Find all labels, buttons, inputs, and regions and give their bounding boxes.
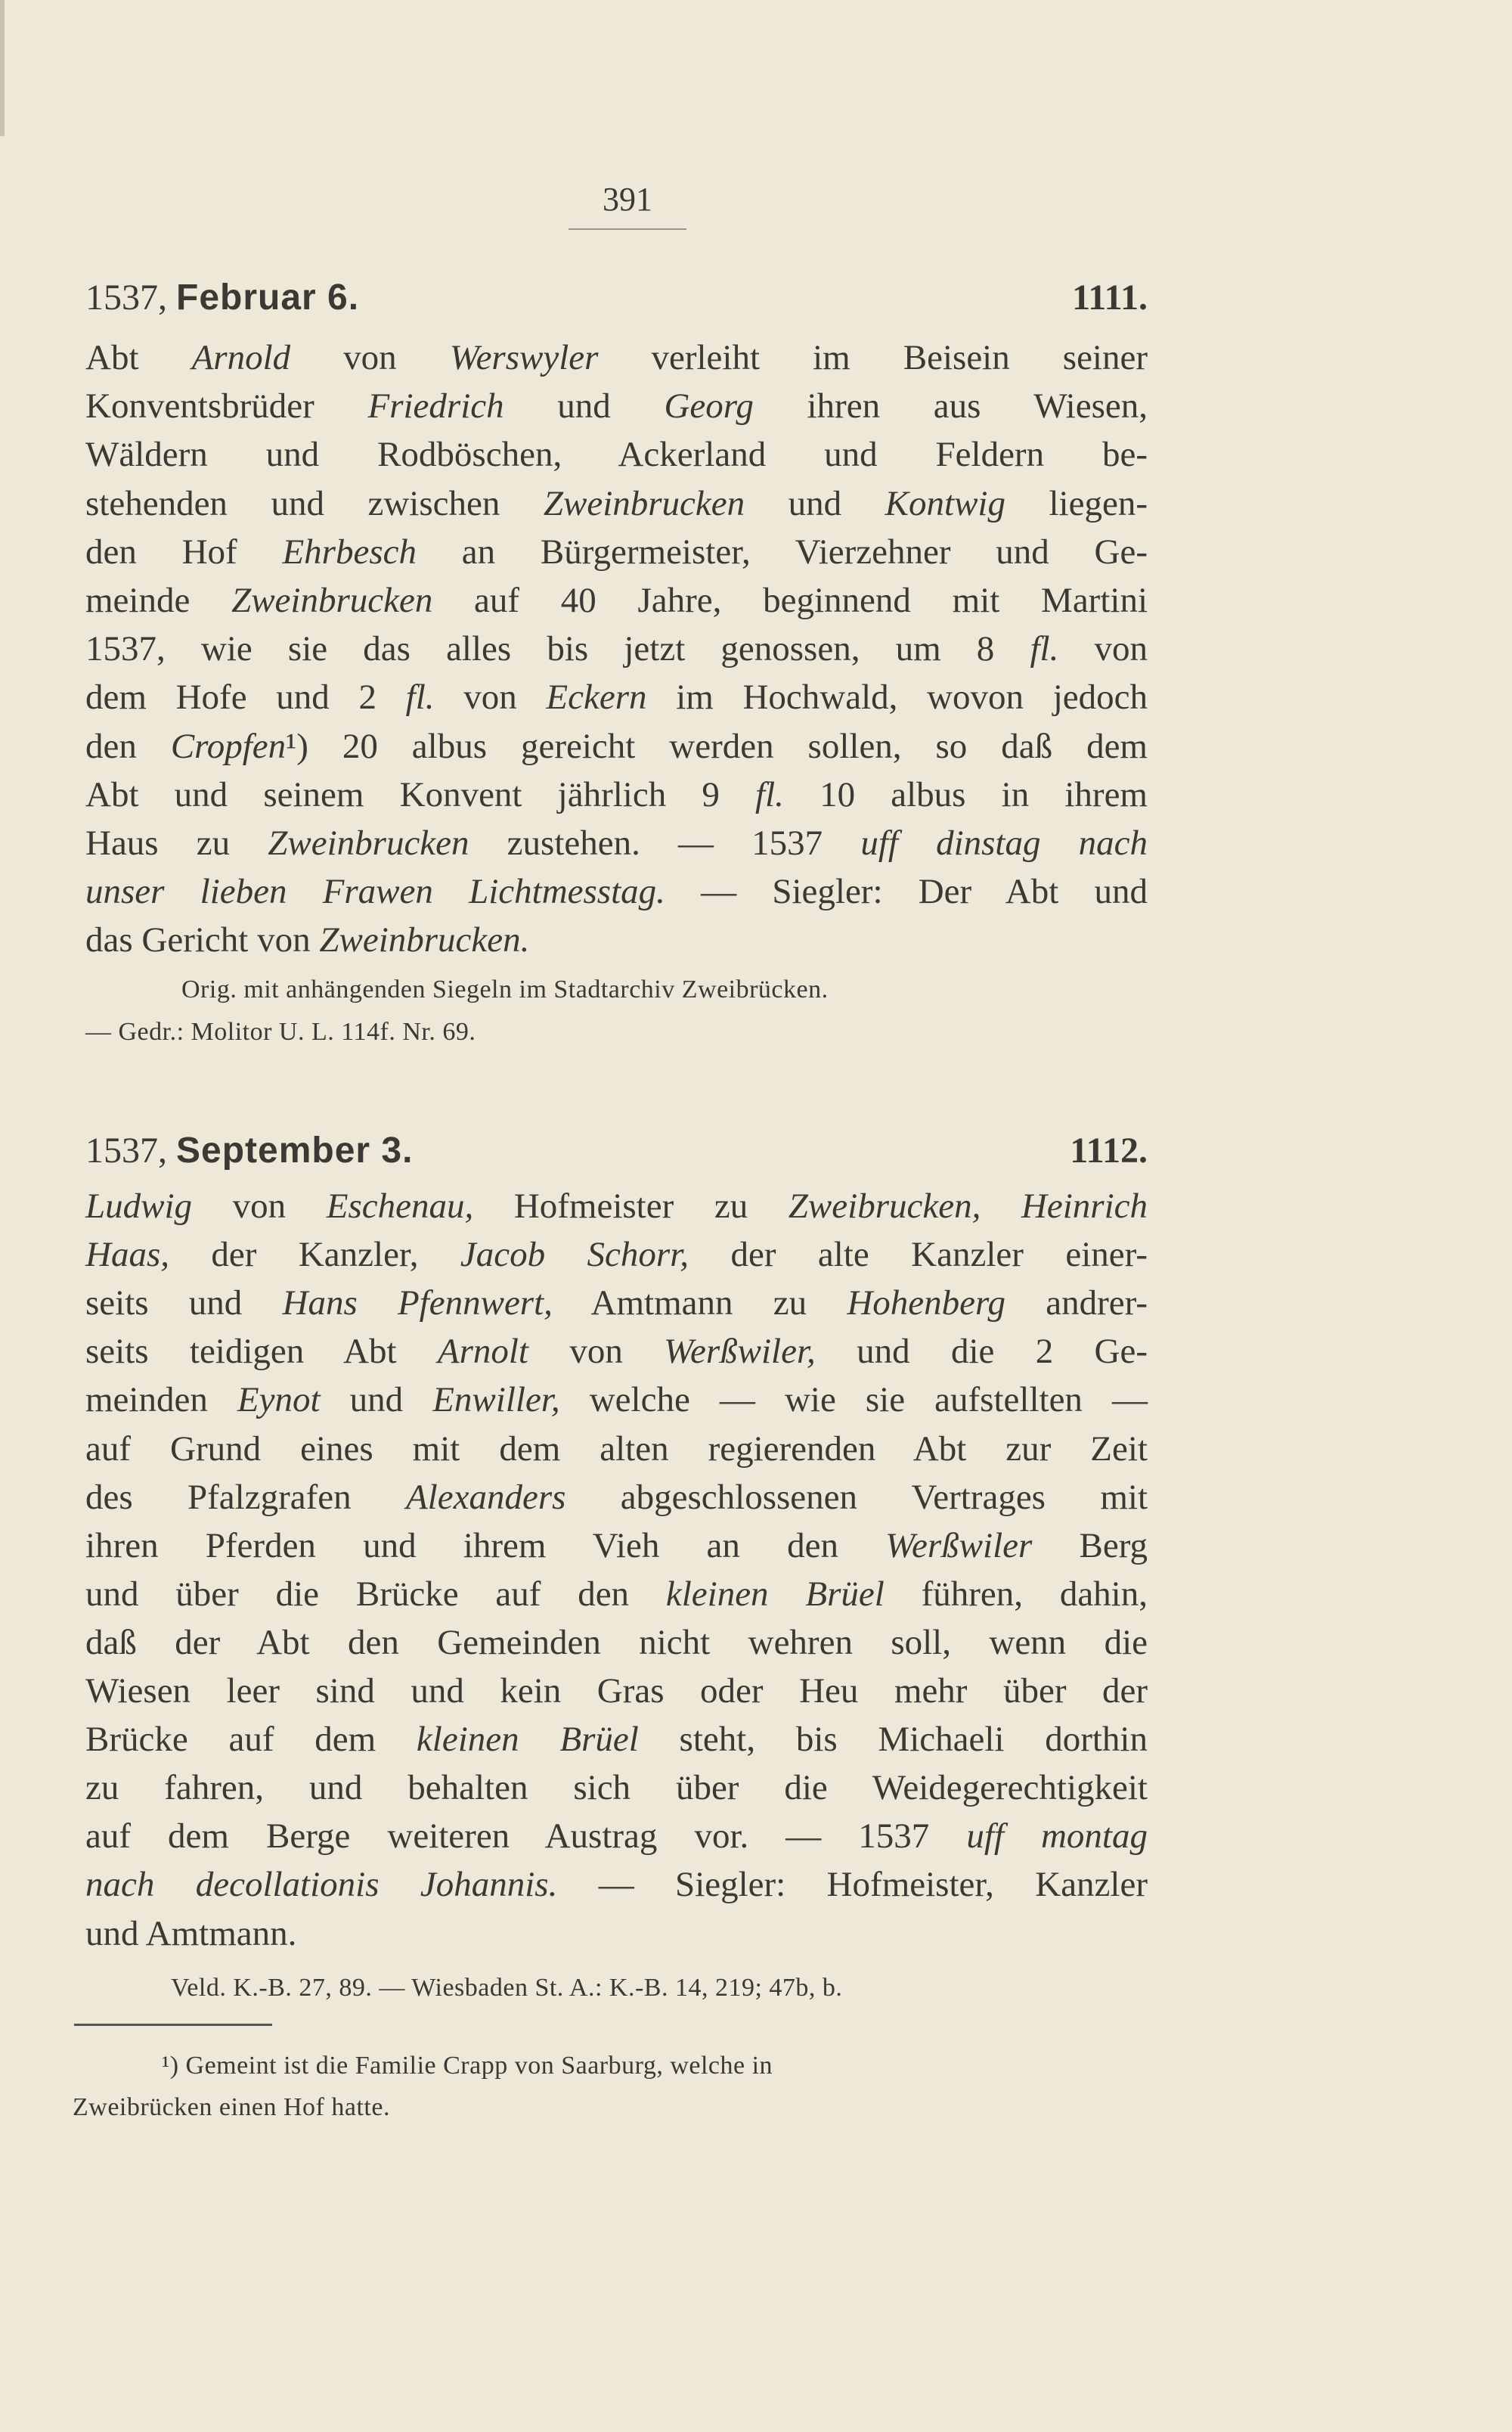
text-segment: 1537, wie sie das alles bis jetzt genossen, um 8 [85,629,1030,669]
entry-1111-source-note: Orig. mit anhängenden Siegeln im Stadtarchiv Zweibrücken. [181,976,829,1004]
body-line [85,1428,1148,1469]
text-segment: auf dem Berge weiteren Austrag vor. — 1537 [85,1816,967,1857]
entry-date-text: September 3. [176,1131,414,1171]
entry-date-text: Februar 6. [176,278,360,318]
body-line [85,532,1148,572]
text-segment: abgeschlossenen Vertrages mit [565,1477,1148,1517]
italic-name: Alexanders [405,1477,566,1517]
body-line [85,774,1148,814]
body-line [85,1283,1148,1323]
text-segment: Wäldern und Rodböschen, Ackerland und Feldern be- [85,435,1148,475]
text-segment: ¹) 20 albus gereicht werden sollen, so daß dem [286,726,1148,766]
text-segment: ihren aus Wiesen, [753,386,1148,427]
entry-year: 1537, [85,278,167,318]
italic-name: fl. [405,678,435,718]
italic-name: Werßwiler, [664,1332,816,1372]
text-segment: seits teidigen Abt [85,1332,438,1372]
body-line [85,631,1148,667]
italic-name: Enwiller, [432,1380,560,1420]
italic-name: Hans Pfennwert, [282,1283,553,1323]
text-segment: andrer- [1005,1283,1148,1323]
text-segment: von [434,678,547,718]
italic-name: Arnolt [437,1332,528,1372]
entry-1111-heading [85,277,1148,318]
body-line [85,1574,1148,1614]
entry-number: 1112. [1070,1131,1148,1171]
italic-name: fl. [1030,629,1059,669]
entry-date [85,277,359,318]
text-segment: auf Grund eines mit dem alten regierenden Abt zur Zeit [85,1428,1148,1469]
text-segment: meinde [85,581,232,620]
text-segment: das Gericht von [85,920,320,960]
body-line [85,1913,1148,1953]
italic-name: Werswyler [449,338,599,377]
text-segment: von [1058,629,1148,669]
text-segment: im Hochwald, wovon jedoch [646,678,1148,718]
body-line [85,583,1148,619]
italic-name: Zweibrucken, Heinrich [788,1187,1148,1226]
body-line [85,437,1148,473]
text-segment: zustehen. — 1537 [469,824,861,863]
text-segment: Abt [85,338,192,377]
italic-name: Werßwiler [885,1525,1033,1565]
body-line [85,1382,1148,1418]
text-segment: von [192,1187,327,1226]
text-segment: an Bürgermeister, Vierzehner und Ge- [416,532,1148,572]
body-line [85,1816,1148,1857]
italic-name: Cropfen [170,726,287,766]
text-segment: und [320,1380,433,1420]
text-segment: dem Hofe und 2 [85,678,406,718]
text-segment: ihren Pferden und ihrem Vieh an den [85,1525,886,1565]
italic-name: kleinen Brüel [416,1720,639,1760]
italic-name: Ehrbesch [282,532,417,572]
italic-name: Zweinbrucken. [319,920,530,960]
text-segment: liegen- [1005,483,1148,523]
body-line [85,340,1148,376]
text-segment: Wiesen leer sind und kein Gras oder Heu mehr über der [85,1671,1148,1711]
text-segment: auf 40 Jahre, beginnend mit Martini [432,581,1148,620]
footnote-rule [74,2024,272,2026]
entry-1112-heading [85,1130,1148,1171]
text-segment: Berg [1032,1525,1148,1565]
body-line [85,1334,1148,1370]
italic-name: Georg [664,386,754,427]
italic-name: Hohenberg [847,1283,1006,1323]
footnote-line-1: ¹) Gemeint ist die Familie Crapp von Saarburg, welche in [162,2052,773,2080]
body-line [85,678,1148,718]
text-segment: von [528,1332,665,1372]
italic-name: Friedrich [367,386,504,427]
italic-name: Eschenau, [326,1187,474,1226]
body-line [85,1237,1148,1273]
entry-1112-source-note: Veld. K.-B. 27, 89. — Wiesbaden St. A.: K.-B. 14, 219; 47b, b. [171,1974,843,2002]
text-segment: und Amtmann. [85,1913,297,1953]
body-line [85,826,1148,861]
italic-name: Eckern [546,678,647,718]
text-segment: Amtmann zu [552,1283,847,1323]
body-line [85,483,1148,523]
body-line [85,1720,1148,1760]
text-segment: von [290,338,450,377]
text-segment: steht, bis Michaeli dorthin [638,1720,1148,1760]
italic-name: Ludwig [85,1187,193,1226]
body-line [85,874,1148,910]
body-line [85,1525,1148,1565]
text-segment: seits und [85,1283,283,1323]
body-line [85,1189,1148,1224]
text-segment: der alte Kanzler einer- [689,1235,1148,1275]
text-segment: den [85,726,171,766]
body-line [85,726,1148,766]
text-segment: 10 albus in ihrem [783,774,1148,814]
text-segment: welche — wie sie aufstellten — [559,1380,1148,1420]
body-line [85,1622,1148,1662]
text-segment: Konventsbrüder [85,386,368,427]
text-segment: verleiht im Beisein seiner [598,338,1148,377]
text-segment: der Kanzler, [169,1235,460,1275]
text-segment: den Hof [85,532,283,572]
book-spine-edge [0,0,5,136]
italic-name: Eynot [237,1380,321,1420]
italic-name: fl. [755,774,784,814]
text-segment: meinden [85,1380,237,1420]
entry-date [85,1130,413,1171]
text-segment: — Siegler: Hofmeister, Kanzler [557,1865,1148,1905]
italic-name: Zweinbrucken [231,581,433,620]
footnote-line-2: Zweibrücken einen Hof hatte. [73,2093,390,2121]
italic-name: kleinen Brüel [665,1574,885,1614]
text-segment: Hofmeister zu [473,1187,789,1226]
italic-name: unser lieben Frawen Lichtmesstag. [85,872,665,912]
page-number: 391 [603,181,652,218]
text-segment: — Siegler: Der Abt und [665,872,1148,912]
body-line [85,920,1148,960]
italic-name: Jacob Schorr, [460,1235,689,1275]
italic-name: Zweinbrucken [543,483,745,523]
italic-name: Zweinbrucken [268,824,469,863]
italic-name: uff montag [966,1816,1148,1857]
entry-number: 1111. [1071,278,1148,318]
entry-1111-print-note: — Gedr.: Molitor U. L. 114f. Nr. 69. [85,1018,476,1046]
italic-name: Kontwig [885,483,1005,523]
text-segment: Brücke auf dem [85,1720,417,1760]
text-segment: daß der Abt den Gemeinden nicht wehren soll, wenn die [85,1622,1148,1662]
text-segment: führen, dahin, [884,1574,1148,1614]
text-segment: und die 2 Ge- [815,1332,1148,1372]
text-segment: und [503,386,665,427]
body-line [85,1477,1148,1517]
text-segment: Haus zu [85,824,268,863]
page-number-rule [569,228,686,230]
text-segment: zu fahren, und behalten sich über die Weidegerechtigkeit [85,1768,1148,1808]
text-segment: und [745,483,885,523]
text-segment: des Pfalzgrafen [85,1477,406,1517]
text-segment: stehenden und zwischen [85,483,544,523]
italic-name: uff dinstag nach [860,824,1148,863]
italic-name: nach decollationis Johannis. [85,1865,558,1905]
entry-year: 1537, [85,1131,167,1171]
text-segment: und über die Brücke auf den [85,1574,666,1614]
italic-name: Arnold [191,338,291,377]
body-line [85,1867,1148,1903]
body-line [85,1671,1148,1711]
italic-name: Haas, [85,1235,169,1275]
body-line [85,386,1148,427]
text-segment: Abt und seinem Konvent jährlich 9 [85,774,756,814]
body-line [85,1770,1148,1806]
